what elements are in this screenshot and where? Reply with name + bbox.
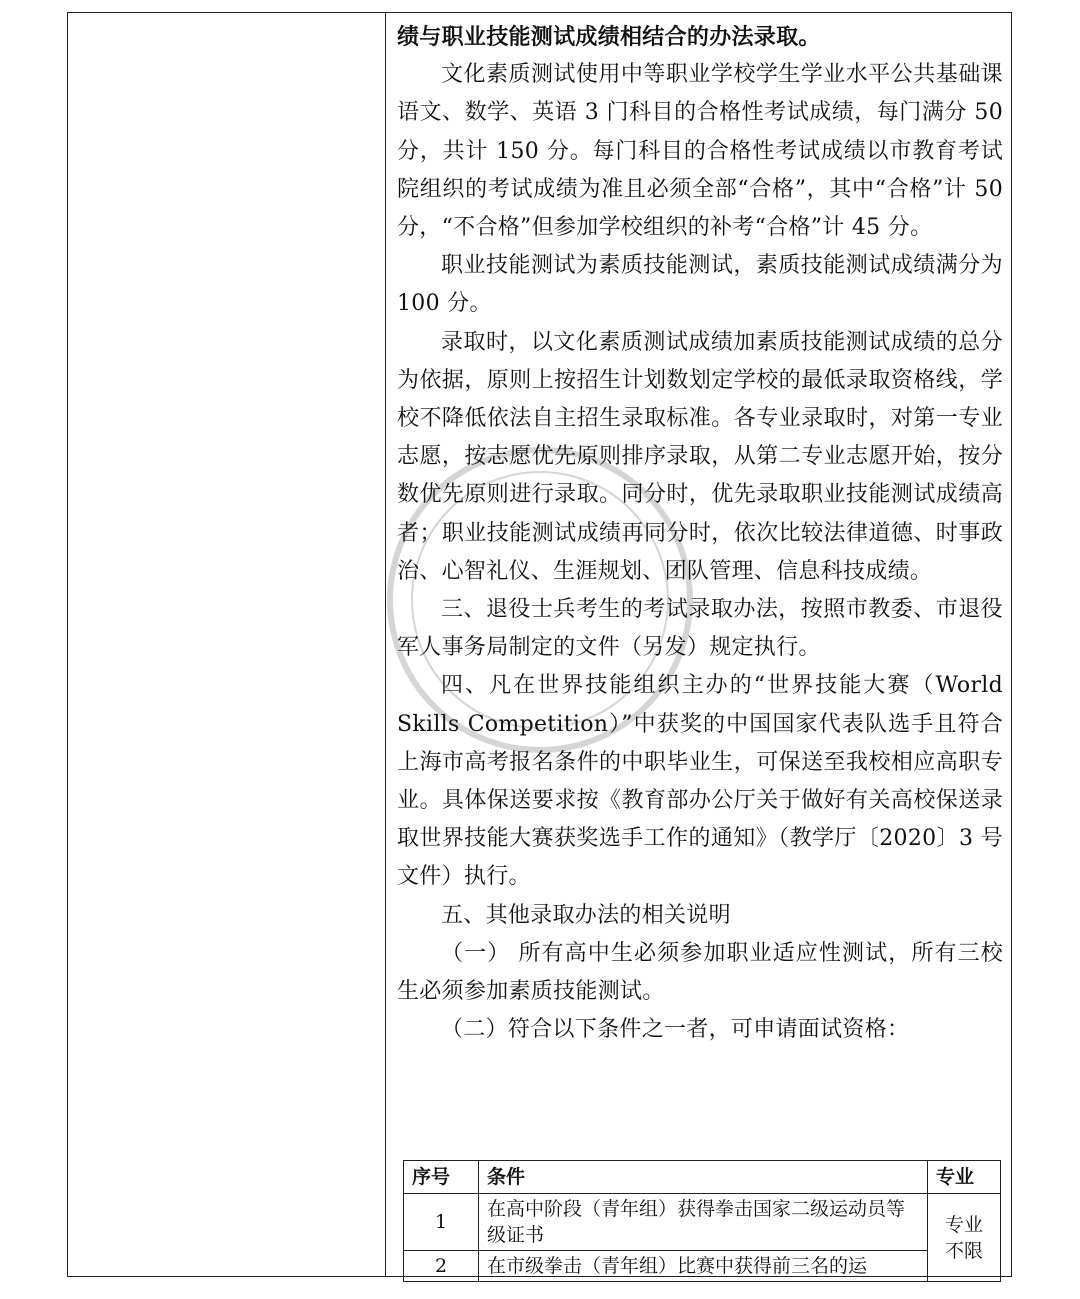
table-row xyxy=(404,1251,1001,1282)
header-major: 专业 xyxy=(928,1161,1001,1194)
header-condition: 条件 xyxy=(479,1161,928,1194)
row-condition: 在市级拳击（青年组）比赛中获得前三名的运 xyxy=(479,1251,928,1282)
paragraph-1: 文化素质测试使用中等职业学校学生学业水平公共基础课语文、数学、英语 3 门科目的合格性考试成绩，每门满分 50 分，共计 150 分。每门科目的合格性考试成绩以市教育考试院组织的考试成绩为准且必须全部“合格”，其中“合格”计 50 分，“不合格”但参加学校组织的补考“合格”计 45 分。 xyxy=(397,62,1003,241)
paragraph-6: 五、其他录取办法的相关说明 xyxy=(441,902,731,928)
content-column xyxy=(397,18,1003,1049)
conditions-table xyxy=(403,1160,1001,1282)
column-divider xyxy=(385,12,386,1277)
paragraph-5: 四、凡在世界技能组织主办的“世界技能大赛（World Skills Competition）”中获奖的中国国家代表队选手且符合上海市高考报名条件的中职毕业生，可保送至我校相应高职专业。具体保送要求按《教育部办公厅关于做好有关高校保送录取世界技能大赛获奖选手工作的通知》（教学厅〔2020〕3 号文件）执行。 xyxy=(397,673,1003,890)
paragraph-8: （二）符合以下条件之一者，可申请面试资格： xyxy=(441,1017,910,1043)
row-number: 1 xyxy=(404,1194,479,1251)
paragraph-7: （一） 所有高中生必须参加职业适应性测试，所有三校生必须参加素质技能测试。 xyxy=(397,940,1003,1005)
row-condition: 在高中阶段（青年组）获得拳击国家二级运动员等级证书 xyxy=(479,1194,928,1251)
paragraph-3: 录取时，以文化素质测试成绩加素质技能测试成绩的总分为依据，原则上按招生计划数划定学校的最低录取资格线，学校不降低依法自主招生录取标准。各专业录取时，对第一专业志愿，按志愿优先原则排序录取，从第二专业志愿开始，按分数优先原则进行录取。同分时，优先录取职业技能测试成绩高者；职业技能测试成绩再同分时，依次比较法律道德、时事政治、心智礼仪、生涯规划、团队管理、信息科技成绩。 xyxy=(397,329,1003,584)
table-header-row xyxy=(404,1161,1001,1194)
row-number: 2 xyxy=(404,1251,479,1282)
paragraph-2: 职业技能测试为素质技能测试，素质技能测试成绩满分为 100 分。 xyxy=(397,253,1003,317)
row-major-merged: 专业不限 xyxy=(928,1194,1001,1282)
header-number: 序号 xyxy=(404,1161,479,1194)
paragraph-4: 三、退役士兵考生的考试录取办法，按照市教委、市退役军人事务局制定的文件（另发）规定执行。 xyxy=(397,597,1003,661)
paragraph-0: 绩与职业技能测试成绩相结合的办法录取。 xyxy=(397,24,821,50)
table-row xyxy=(404,1194,1001,1251)
